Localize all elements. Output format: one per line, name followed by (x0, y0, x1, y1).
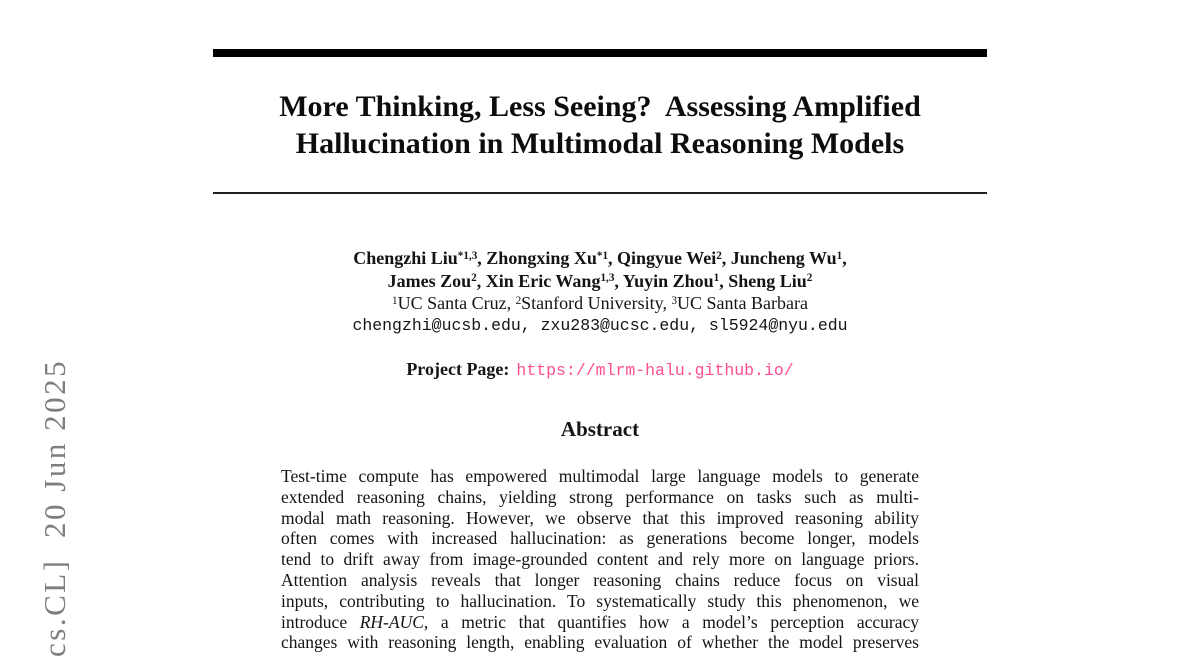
abstract-line: extended reasoning chains, yielding strong performance on tasks such as multi- (281, 486, 919, 507)
abstract-line: Attention analysis reveals that longer reasoning chains reduce focus on visual (281, 569, 919, 590)
abstract-line: inputs, contributing to hallucination. To systematically study this phenomenon, we (281, 590, 919, 611)
affiliations-line: $^1$UC Santa Cruz, $^2$Stanford University, $^3$UC Santa Barbara (392, 293, 808, 313)
title-rule-top (213, 49, 987, 57)
paper-title (0, 88, 1200, 162)
abstract-line: Test-time compute has empowered multimodal large language models to generate (281, 466, 919, 486)
title-rule-bottom (213, 192, 987, 194)
abstract-line: often comes with increased hallucination: as generations become longer, models (281, 528, 919, 549)
authors-line-2: James Zou$^2$, Xin Eric Wang$^{1,3}$, Yuyin Zhou$^1$, Sheng Liu$^2$ (387, 270, 813, 291)
paper-title-line-1: More Thinking, Less Seeing? Assessing Amplified (279, 90, 921, 123)
abstract-line: changes with reasoning length, enabling evaluation of whether the model preserves (281, 632, 919, 653)
project-page-link[interactable]: https://mlrm-halu.github.io/ (516, 361, 794, 380)
abstract-line: modal math reasoning. However, we observe that this improved reasoning ability (281, 507, 919, 528)
emails-line: chengzhi@ucsb.edu, zxu283@ucsc.edu, sl5924@nyu.edu (352, 315, 848, 335)
arxiv-category-stamp: cs.CL] 20 Jun 2025 (37, 358, 72, 657)
project-page-label: Project Page: (406, 359, 510, 379)
authors-line-1: Chengzhi Liu$^{*1,3}$, Zhongxing Xu$^{*1}$, Qingyue Wei$^2$, Juncheng Wu$^1$, (353, 248, 847, 268)
abstract-paragraph (281, 466, 919, 653)
abstract-line: tend to drift away from image-grounded content and rely more on language priors. (281, 549, 919, 570)
authors-block (0, 247, 1200, 337)
abstract-line: introduce RH-AUC, a metric that quantifies how a model’s perception accuracy (281, 611, 919, 632)
project-page-line (0, 358, 1200, 382)
abstract-heading: Abstract (560, 417, 640, 441)
paper-title-line-2: Hallucination in Multimodal Reasoning Models (295, 127, 905, 160)
